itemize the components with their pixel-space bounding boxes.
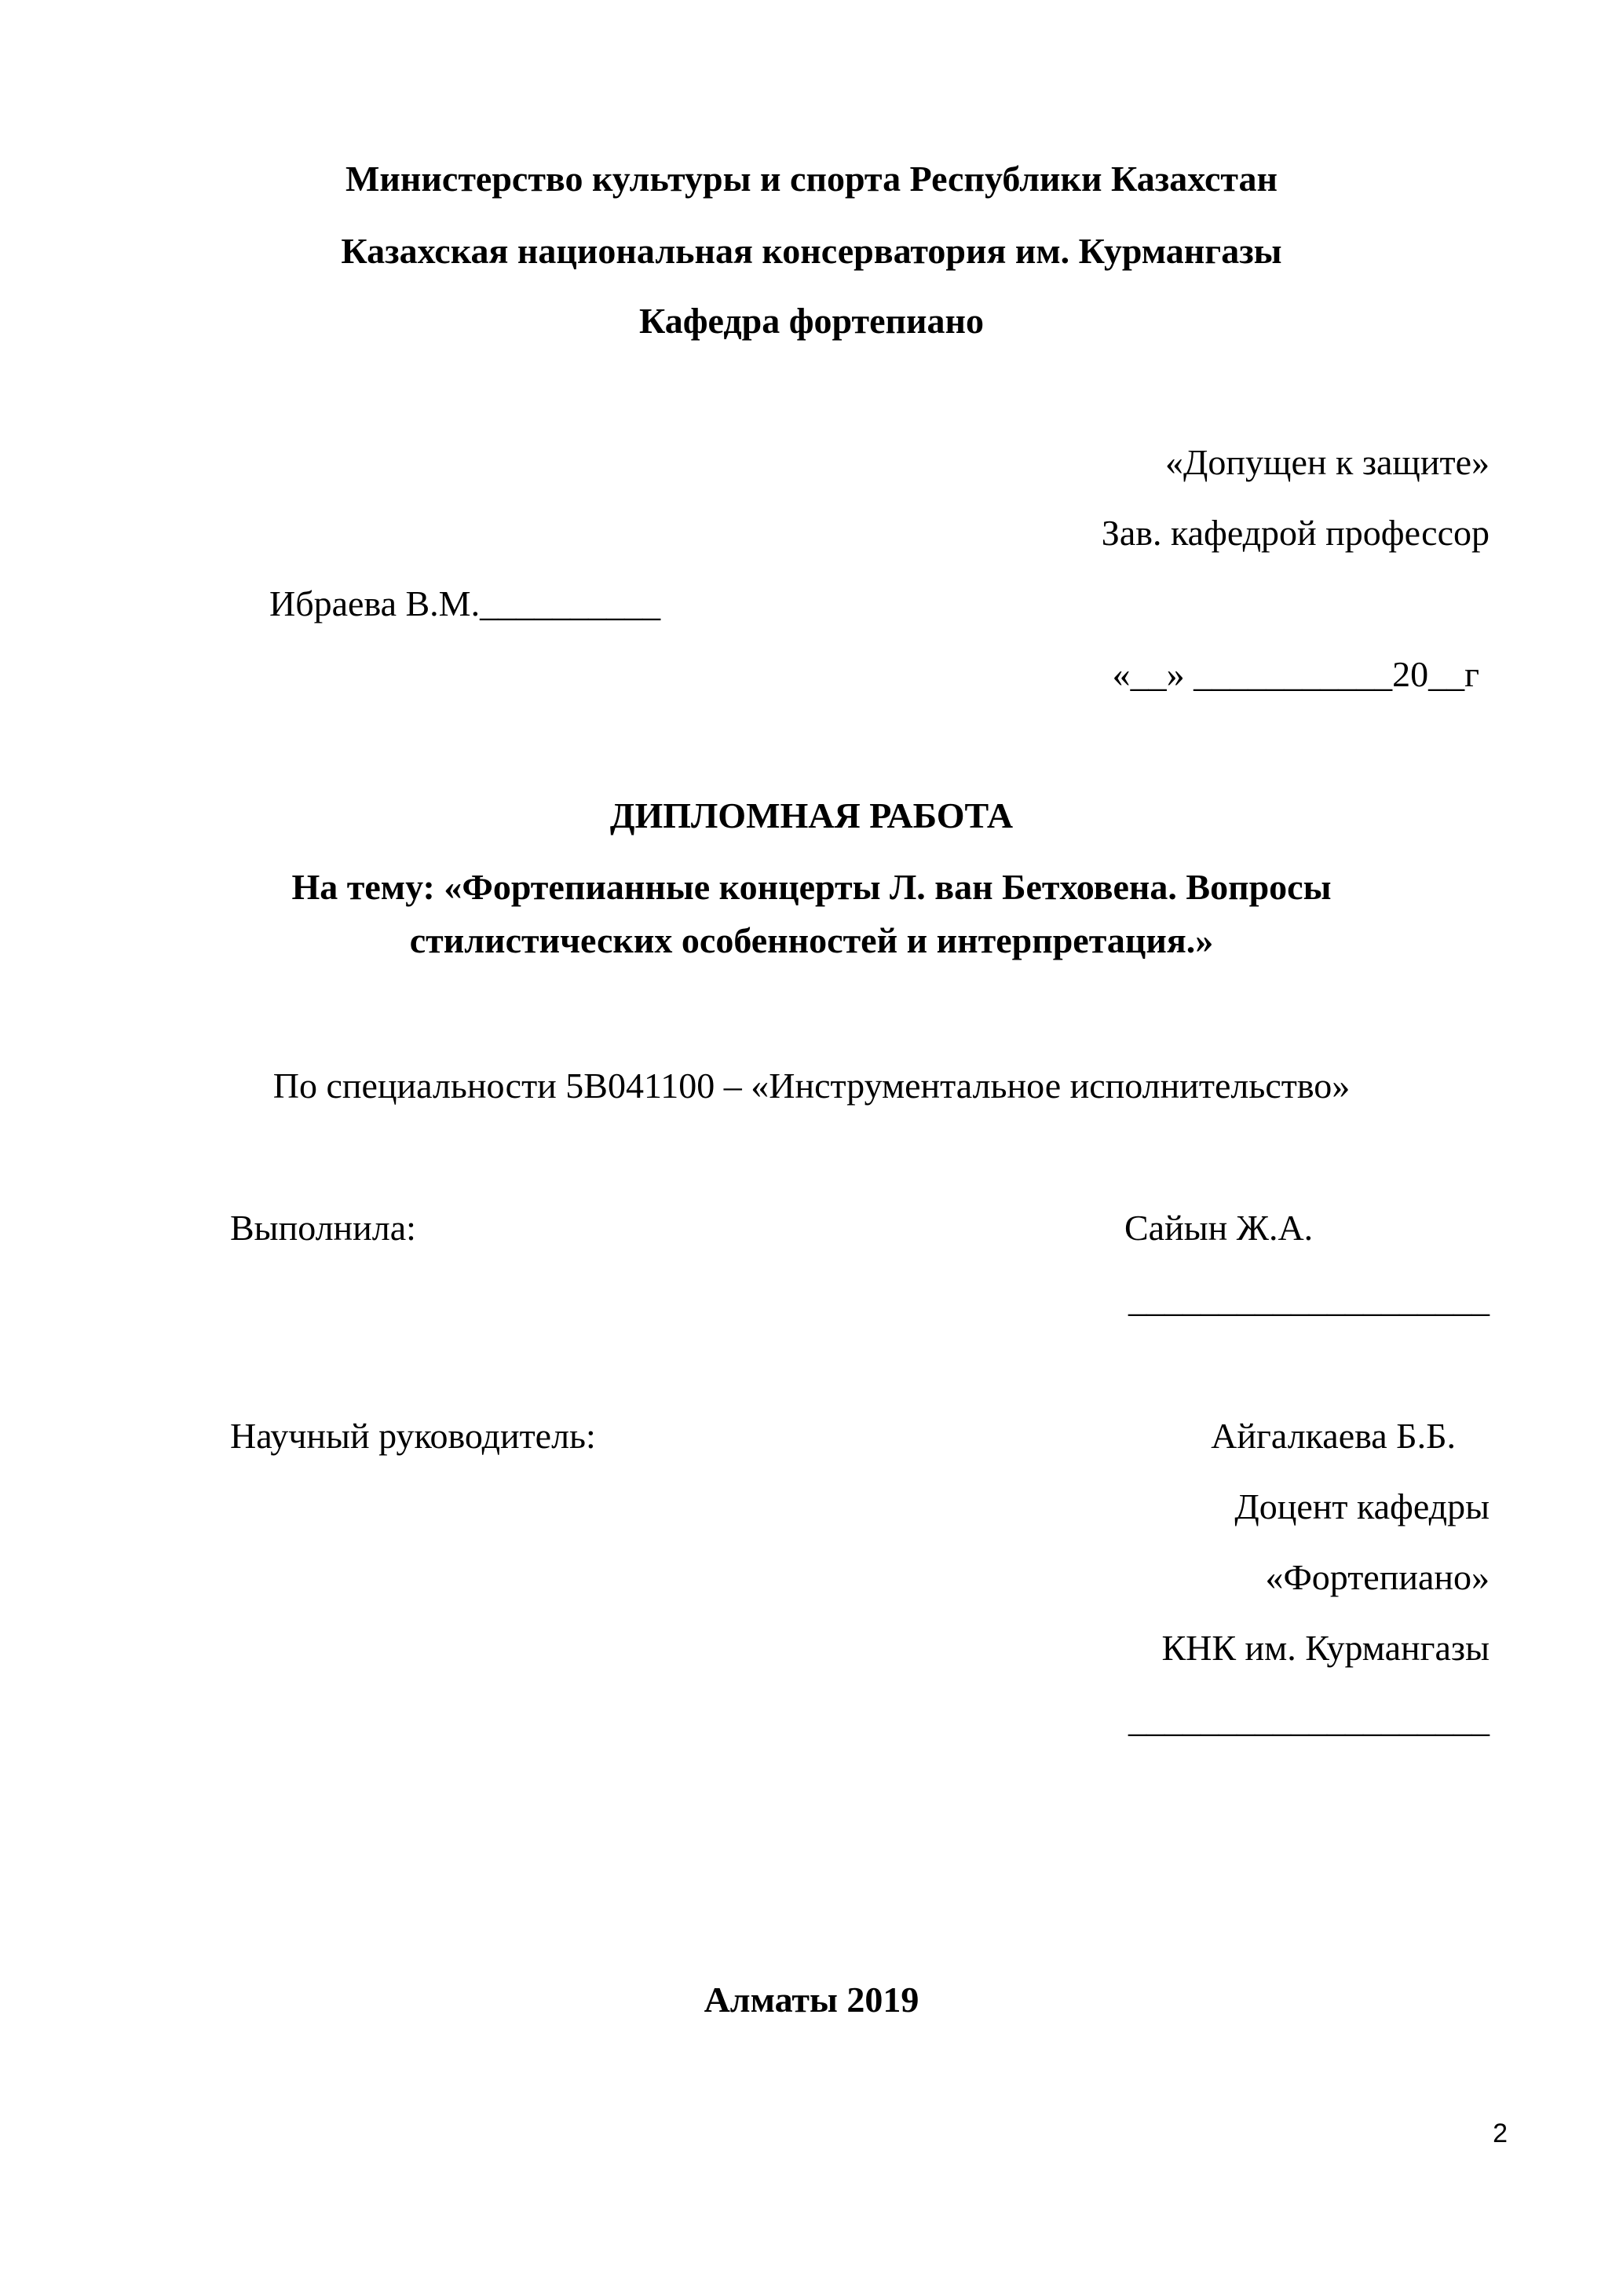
conservatory-heading: Казахская национальная консерватория им. Курмангазы — [341, 231, 1282, 271]
head-of-department-name: Ибраева В.М.__________ — [269, 583, 661, 623]
performer-name: Сайын Ж.А. — [1124, 1208, 1314, 1248]
supervisor-name: Айгалкаева Б.Б. — [1211, 1416, 1456, 1456]
supervisor-department: «Фортепиано» — [1265, 1557, 1490, 1597]
topic-line-2: стилистических особенностей и интерпретация.» — [409, 920, 1214, 960]
specialty-line: По специальности 5В041100 – «Инструментальное исполнительство» — [272, 1066, 1351, 1106]
page-number: 2 — [1493, 2119, 1508, 2148]
work-type-title: ДИПЛОМНАЯ РАБОТА — [609, 795, 1014, 835]
topic-line-1: На тему: «Фортепианные концерты Л. ван Бетховена. Вопросы — [291, 867, 1332, 907]
city-year: Алматы 2019 — [704, 1980, 919, 2020]
supervisor-position: Доцент кафедры — [1234, 1486, 1490, 1526]
admitted-to-defense: «Допущен к защите» — [1165, 442, 1490, 482]
supervisor-signature-line: ____________________ — [1128, 1699, 1490, 1739]
supervisor-institution: КНК им. Курмангазы — [1161, 1628, 1490, 1668]
supervisor-label: Научный руководитель: — [230, 1416, 596, 1456]
department-heading: Кафедра фортепиано — [638, 301, 985, 341]
performer-label: Выполнила: — [230, 1208, 416, 1248]
approval-date-line: «__» ___________20__г — [1112, 654, 1479, 694]
performer-signature-line: ____________________ — [1128, 1279, 1490, 1319]
ministry-heading: Министерство культуры и спорта Республики Казахстан — [345, 159, 1278, 199]
head-of-department-title: Зав. кафедрой профессор — [1101, 513, 1490, 553]
